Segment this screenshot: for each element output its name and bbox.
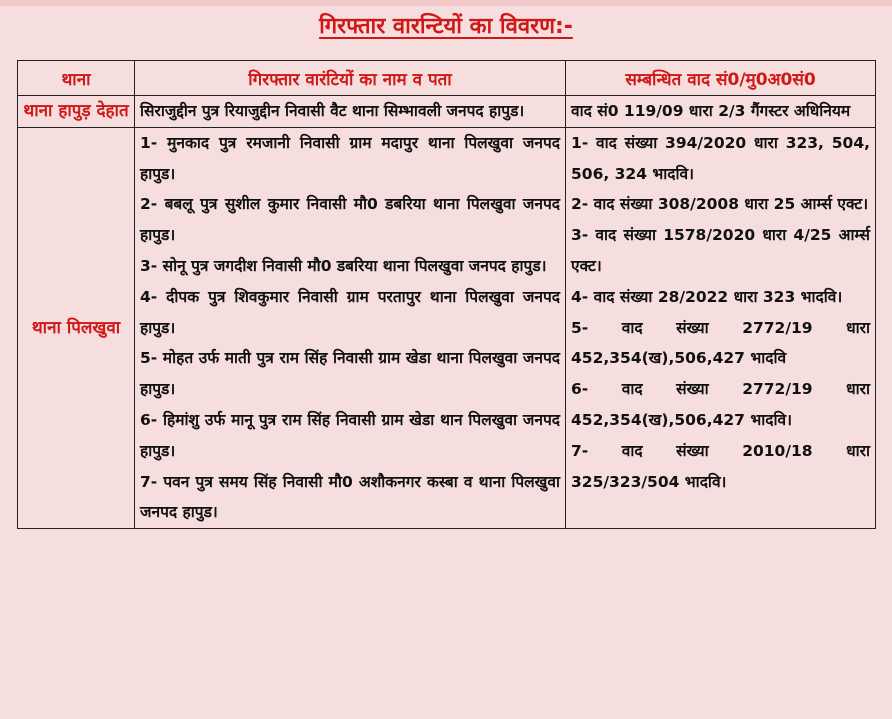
case-entry: 4- वाद संख्या 28/2022 धारा 323 भादवि।: [571, 287, 843, 306]
accused-entry: 6- हिमांशु उर्फ मानू पुत्र राम सिंह निवासी ग्राम खेडा थान पिलखुवा जनपद हापुड।: [140, 410, 560, 460]
accused-entry: 3- सोनू पुत्र जगदीश निवासी मौ0 डबरिया थाना पिलखुवा जनपद हापुड।: [140, 256, 547, 275]
table-header-row: [18, 61, 876, 96]
accused-entry: सिराजुद्दीन पुत्र रियाजुद्दीन निवासी वैट थाना सिम्भावली जनपद हापुड।: [140, 102, 525, 120]
accused-entry: 1- मुनकाद पुत्र रमजानी निवासी ग्राम मदापुर थाना पिलखुवा जनपद हापुड।: [140, 133, 560, 183]
station-cell: थाना पिलखुवा: [18, 127, 135, 528]
case-cell: [566, 127, 876, 528]
table-row: [18, 127, 876, 528]
header-station: थाना: [18, 61, 135, 96]
top-strip: [0, 0, 892, 6]
header-accused: गिरफ्तार वारंटियों का नाम व पता: [135, 61, 566, 96]
case-entry: 1- वाद संख्या 394/2020 धारा 323, 504, 506, 324 भादवि।: [571, 133, 870, 183]
case-cell: [566, 96, 876, 128]
case-entry: 7- वाद संख्या 2010/18 धारा 325/323/504 भादवि।: [571, 441, 870, 491]
accused-entry: 2- बबलू पुत्र सुशील कुमार निवासी मौ0 डबरिया थाना पिलखुवा जनपद हापुड।: [140, 195, 560, 245]
case-entry: वाद सं0 119/09 धारा 2/3 गैंगस्टर अधिनियम: [571, 102, 851, 120]
table-row: [18, 96, 876, 128]
case-entry: 3- वाद संख्या 1578/2020 धारा 4/25 आर्म्स एक्ट।: [571, 226, 870, 275]
case-entry: 5- वाद संख्या 2772/19 धारा 452,354(ख),506,427 भादवि: [571, 318, 870, 368]
accused-entry: 7- पवन पुत्र समय सिंह निवासी मौ0 अशौकनगर कस्बा व थाना पिलखुवा जनपद हापुड।: [140, 472, 560, 522]
accused-cell: [135, 127, 566, 528]
accused-entry: 4- दीपक पुत्र शिवकुमार निवासी ग्राम परतापुर थाना पिलखुवा जनपद हापुड।: [140, 287, 560, 337]
header-case: सम्बन्धित वाद सं0/मु0अ0सं0: [566, 61, 876, 96]
section-heading-text: गिरफ्तार वारन्टियों का विवरण:-: [319, 14, 573, 39]
accused-entry: 5- मोहत उर्फ माती पुत्र राम सिंह निवासी ग्राम खेडा थाना पिलखुवा जनपद हापुड।: [140, 349, 560, 399]
station-cell: थाना हापुड़ देहात: [18, 96, 135, 128]
section-heading: [0, 12, 892, 42]
accused-cell: [135, 96, 566, 128]
case-entry: 2- वाद संख्या 308/2008 धारा 25 आर्म्स एक्ट।: [571, 195, 869, 214]
case-entry: 6- वाद संख्या 2772/19 धारा 452,354(ख),506,427 भादवि।: [571, 380, 870, 429]
warrant-table: [17, 60, 876, 529]
